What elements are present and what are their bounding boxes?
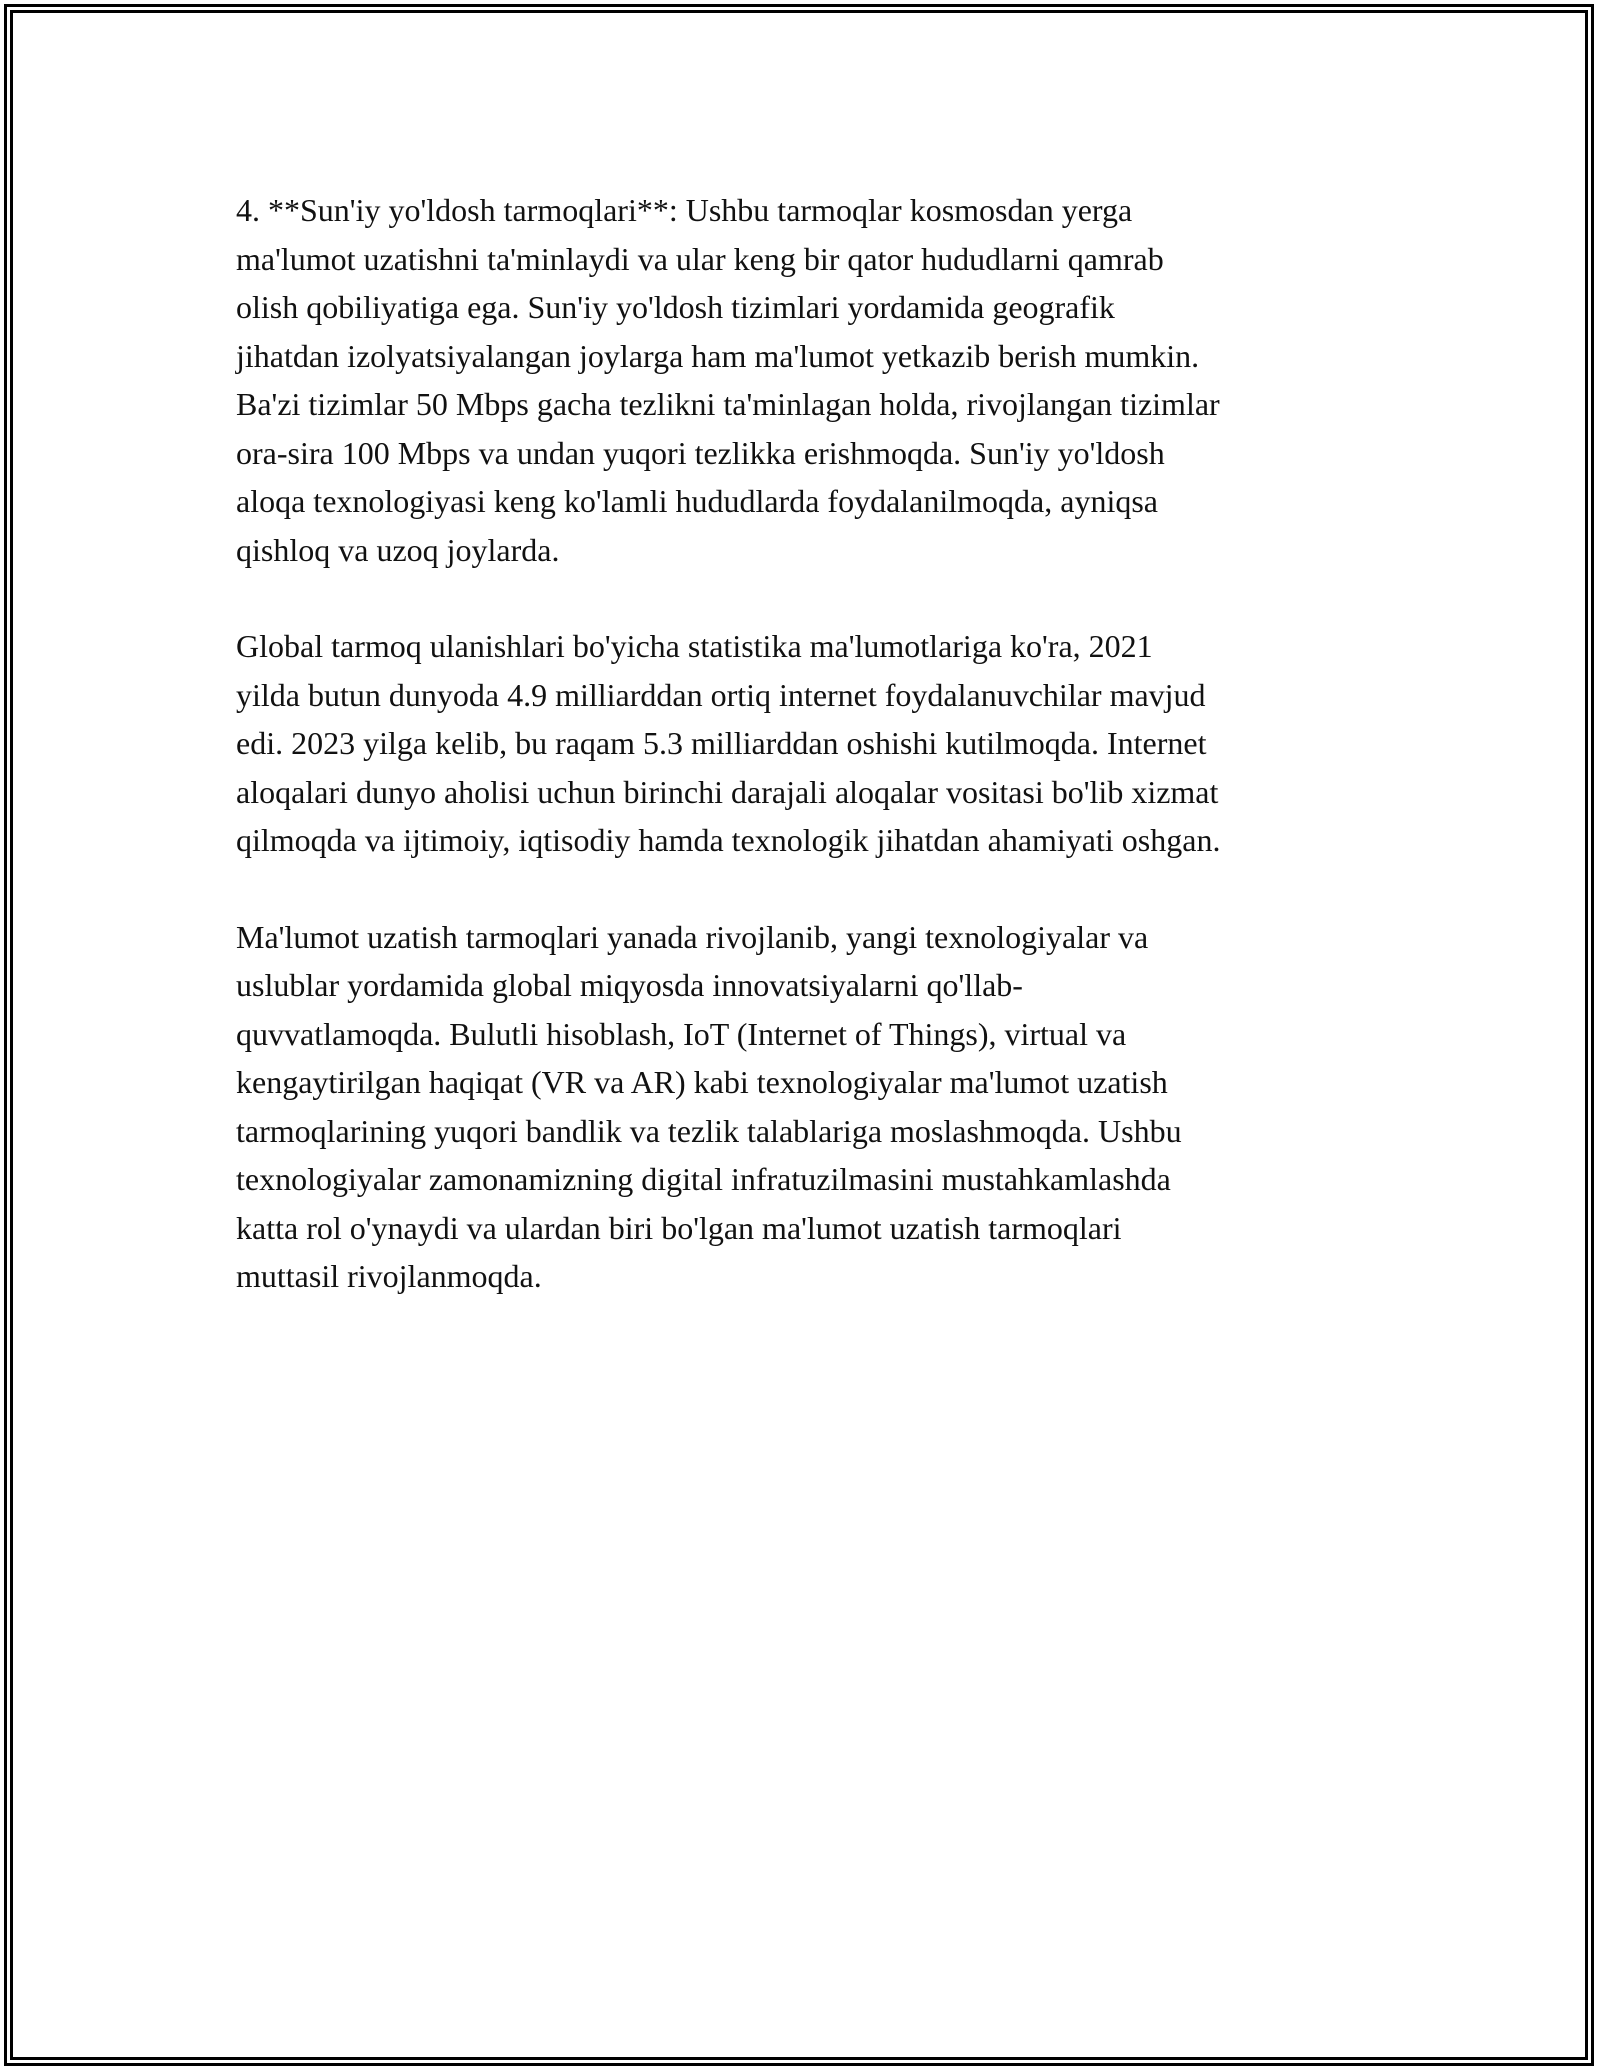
document-body — [236, 186, 1376, 1349]
paragraph-network-development: Ma'lumot uzatish tarmoqlari yanada rivojlanib, yangi texnologiyalar va uslublar yordamida global miqyosda innovatsiyalarni qo'llab- quvvatlamoqda. Bulutli hisoblash, IoT (Internet of Things), virtual va kengaytirilgan haqiqat (VR va AR) kabi texnologiyalar ma'lumot uzatish tarmoqlarining yuqori bandlik va tezlik talablariga moslashmoqda. Ushbu texnologiyalar zamonamizning digital infratuzilmasini mustahkamlashda katta rol o'ynaydi va ulardan biri bo'lgan ma'lumot uzatish tarmoqlari muttasil rivojlanmoqda. — [236, 918, 1182, 1294]
paragraph-satellite-networks: 4. **Sun'iy yo'ldosh tarmoqlari**: Ushbu tarmoqlar kosmosdan yerga ma'lumot uzatishni ta'minlaydi va ular keng bir qator hududlarni qamrab olish qobiliyatiga ega. Sun'iy yo'ldosh tizimlari yordamida geografik jihatdan izolyatsiyalangan joylarga ham ma'lumot yetkazib berish mumkin. Ba'zi tizimlar 50 Mbps gacha tezlikni ta'minlagan holda, rivojlangan tizimlar ora-sira 100 Mbps va undan yuqori tezlikka erishmoqda. Sun'iy yo'ldosh aloqa texnologiyasi keng ko'lamli hududlarda foydalanilmoqda, ayniqsa qishloq va uzoq joylarda. — [236, 192, 1220, 568]
paragraph-global-statistics: Global tarmoq ulanishlari bo'yicha statistika ma'lumotlariga ko'ra, 2021 yilda butun dunyoda 4.9 milliarddan ortiq internet foydalanuvchilar mavjud edi. 2023 yilga kelib, bu raqam 5.3 milliarddan oshishi kutilmoqda. Internet aloqalari dunyo aholisi uchun birinchi darajali aloqalar vositasi bo'lib xizmat qilmoqda va ijtimoiy, iqtisodiy hamda texnologik jihatdan ahamiyati oshgan. — [236, 628, 1221, 858]
